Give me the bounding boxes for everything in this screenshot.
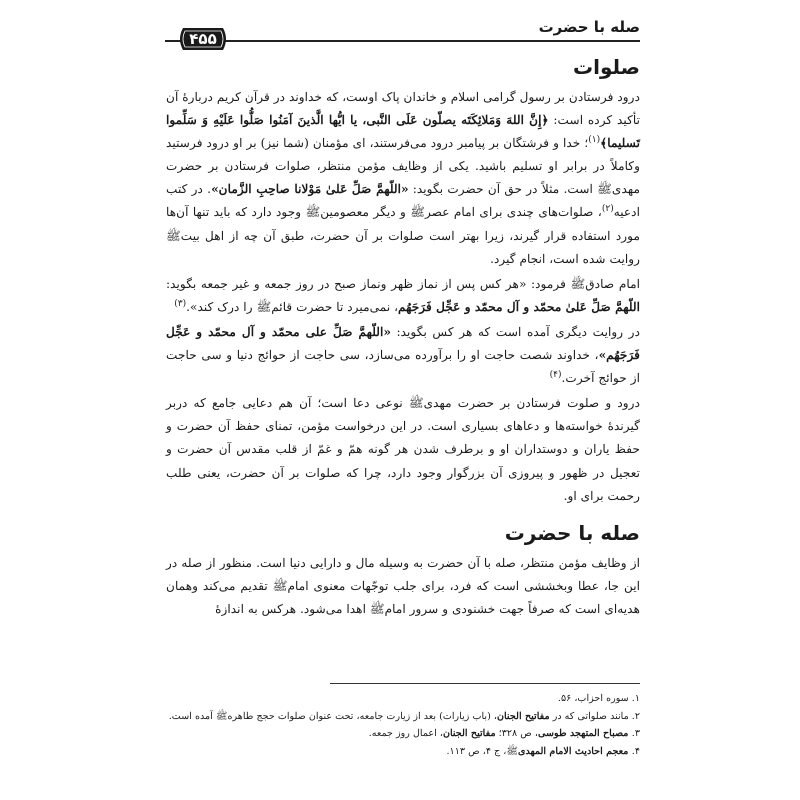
- text-run: ؛ خدا و فرشتگان بر پیامبر درود می‌فرستند، ای مؤمنان (شما نیز) بر او درود فرستید وکاملاً در برابر او تسلیم باشید. یکی از وظایف مؤمن منتظر، صلوات فرستادن بر حضرت مهدی: [166, 136, 640, 197]
- section-heading-seleh: صله با حضرت: [504, 520, 640, 545]
- honorific-ligature: ﷺ: [166, 228, 181, 243]
- footnote-ref-4: (۴): [549, 370, 562, 381]
- footnote-number: ۲.: [631, 710, 640, 722]
- header-rule: [165, 40, 640, 42]
- footnote-source-title: مفاتیح الجنان: [442, 728, 496, 739]
- section-heading-salavat: صلوات: [573, 55, 640, 79]
- footnote-ref-1: (۱): [588, 135, 601, 146]
- page-body: [166, 52, 640, 623]
- paragraph-3: [166, 321, 640, 390]
- footnote-source-title: مصباح المتهجد طوسی: [537, 728, 632, 739]
- footnote-source-title: معجم احادیث الامام المهدی: [517, 745, 632, 757]
- footnote-number: ۱.: [631, 693, 640, 704]
- honorific-ligature: ﷺ: [410, 205, 425, 220]
- text-run: درود فرستادن بر رسول گرامی اسلام و خاندان پاک اوست، که خداوند در قرآن کریم دربارهٔ آن تأکید کرده است:: [166, 90, 640, 128]
- footnote-text: ، ج ۴، ص ۱۱۳.: [446, 745, 507, 757]
- footnote-ref-2: (۲): [601, 204, 614, 215]
- footnote-text: ، اعمال روز جمعه.: [368, 728, 443, 739]
- text-run: وجود دارد که باید تنها آن‌ها مورد استفاده قرار گیرند، زیرا بهتر است صلوات بر آن حضرت، طبق آن چه از اهل بیت: [166, 205, 640, 243]
- footnote-text: ﷺ: [506, 745, 518, 757]
- footnote-text: ، ص ۳۲۸؛: [495, 728, 538, 739]
- paragraph-1: [166, 86, 640, 271]
- running-header: [165, 16, 640, 40]
- honorific-ligature: ﷺ: [272, 578, 288, 593]
- paragraph-4: [166, 392, 640, 507]
- honorific-ligature: ﷺ: [305, 205, 321, 220]
- footnote-source-title: مفاتیح الجنان: [496, 710, 550, 722]
- text-run: ، نمی‌میرد تا حضرت قائم: [271, 299, 399, 314]
- running-header-title: صله با حضرت: [538, 18, 640, 36]
- text-run: فرمود: «هر کس پس از نماز ظهر ونماز صبح در روز جمعه و غیر جمعه بگوید:: [166, 276, 571, 291]
- footnote-2: [166, 708, 640, 726]
- text-run: و دیگر معصومین: [320, 205, 411, 220]
- footnote-3: [166, 725, 640, 743]
- text-run: اهدا می‌شود. هرکس به اندازهٔ: [215, 601, 370, 616]
- salavat-phrase: «اللّهمَّ صَلِّ علی محمّد و آل محمّد و عَجِّل فَرَجَهُم»: [166, 324, 640, 363]
- footnote-divider: [330, 683, 640, 684]
- honorific-ligature: ﷺ: [408, 396, 424, 411]
- footnote-text: مانند صلواتی که در: [549, 710, 632, 722]
- footnote-text: ، (باب زیارات) بعد از زیارت جامعه، تحت عنوان صلوات حجج طاهره: [227, 710, 497, 722]
- footnote-ref-3: (۳): [174, 298, 187, 309]
- honorific-ligature: ﷺ: [256, 299, 272, 314]
- footnote-1: [166, 690, 640, 708]
- footnote-text: ﷺ: [215, 710, 228, 722]
- quran-verse: ﴿إِنَّ اللهَ وَمَلائِکَتَه یصلّون عَلَی النَّبی، یا ایُّها الَّذینَ آمَنُوا صَلُّوا عَلَیْهِ وَ سَلِّموا تَسلیما﴾: [166, 113, 640, 151]
- page-number-badge: [177, 26, 229, 52]
- text-run: . در کتب ادعیه: [166, 182, 641, 220]
- footnotes: [166, 690, 640, 760]
- text-run: روایت شده است، انجام گیرد.: [490, 251, 640, 266]
- honorific-ligature: ﷺ: [597, 182, 612, 197]
- paragraph-5: [166, 552, 640, 621]
- honorific-ligature: ﷺ: [369, 601, 385, 616]
- text-run: ، خداوند شصت حاجت او را برآورده می‌سازد، سی حاجت از حوائج دنیا و سی حاجت از حوائج آخرت.: [166, 348, 640, 386]
- paragraph-2: [166, 273, 640, 319]
- footnote-4: [166, 743, 640, 761]
- text-run: در روایت دیگری آمده است که هر کس بگوید:: [390, 324, 640, 339]
- text-run: از وظایف مؤمن منتظر، صله با آن حضرت به وسیله مال و دارایی دنیا است. منظور از صله در این جا، عطا وبخششی است که فرد، برای جلب توجّهات معنوی امام: [166, 555, 640, 593]
- honorific-ligature: ﷺ: [570, 276, 586, 291]
- salavat-phrase: «اللّهمَّ صَلِّ عَلیٰ مَوْلانا صاحِبِ الزَّمان»: [211, 182, 409, 197]
- footnote-text: آمده است.: [168, 710, 216, 722]
- text-run: درود و صلوت فرستادن بر حضرت مهدی: [423, 396, 640, 411]
- text-run: تقدیم می‌کند وهمان هدیه‌ای است که صرفاً جهت خشنودی و سرور امام: [166, 578, 640, 616]
- footnote-number: ۳.: [631, 728, 640, 739]
- text-run: نوعی دعا است؛ آن هم دعایی جامع که دربر گیرندهٔ خواسته‌ها و دعاهای بسیاری است. در این درخواست مؤمن، تمنای حفظ آن حضرت و حفظ یاران و دوستداران او و برطرف شدن هر گونه همّ و غمّ از قلب مقدس آن حضرت و تعجیل در ظهور و پیروزی آن بزرگوار وجود دارد، چرا که صلوات بر آن حضرت، یعنی طلب رحمت برای او.: [166, 396, 640, 503]
- salavat-phrase: اللّهمَّ صَلِّ عَلیٰ محمّد و آل محمّد و عَجِّل فَرَجَهُم: [398, 299, 640, 314]
- text-run: را درک کند».: [186, 299, 257, 314]
- text-run: امام صادق: [585, 276, 640, 291]
- footnote-number: ۴.: [631, 745, 640, 757]
- text-run: است. مثلاً در حق آن حضرت بگوید:: [408, 182, 598, 197]
- page-number: ۴۵۵: [189, 30, 217, 48]
- footnote-text: سوره احزاب، ۵۶.: [557, 693, 632, 704]
- text-run: ، صلوات‌های چندی برای امام عصر: [424, 205, 602, 220]
